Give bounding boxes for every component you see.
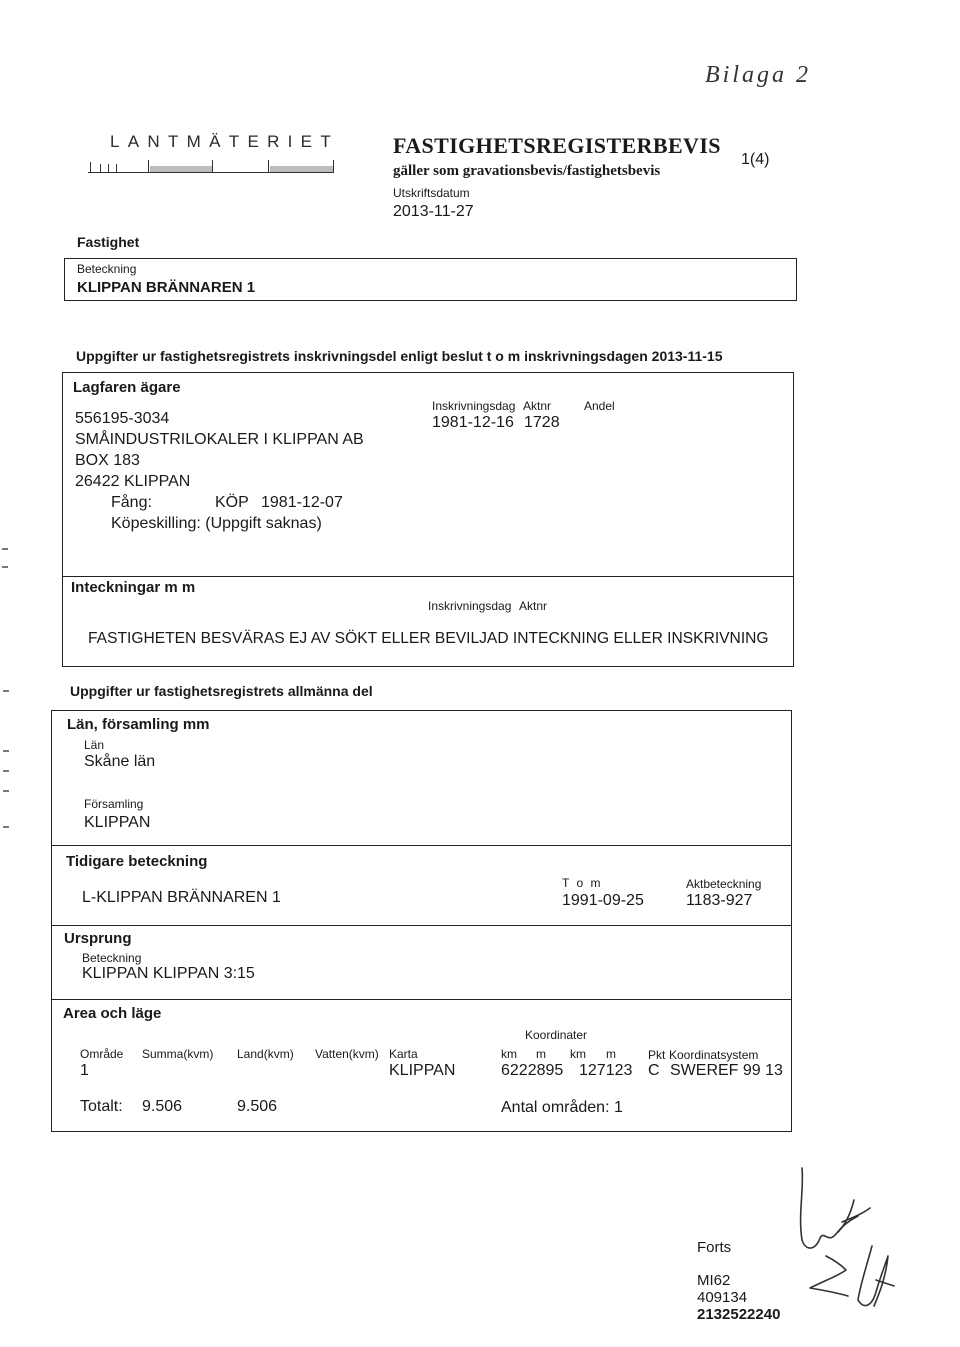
tidigare-divider bbox=[52, 845, 791, 846]
antal-omraden-label: Antal områden: bbox=[501, 1099, 610, 1116]
logo-text: LANTMÄTERIET bbox=[110, 132, 340, 151]
row-karta: KLIPPAN bbox=[389, 1062, 456, 1079]
header-pkt: Pkt bbox=[648, 1048, 666, 1062]
document-subtitle: gäller som gravationsbevis/fastighetsbevis bbox=[393, 163, 661, 179]
header-land: Land(kvm) bbox=[237, 1047, 294, 1061]
logo-shade-left bbox=[150, 166, 212, 172]
signature-initials-icon bbox=[780, 1160, 900, 1340]
ursprung-beteckning: KLIPPAN KLIPPAN 3:15 bbox=[82, 965, 255, 982]
issue-date: 2013-11-27 bbox=[393, 203, 474, 220]
inskrivning-heading: Uppgifter ur fastighetsregistrets inskrivningsdel enligt beslut t o m inskrivningsdagen 2013-11-15 bbox=[76, 348, 723, 364]
tom-label: T o m bbox=[562, 876, 603, 890]
tidigare-beteckning: L-KLIPPAN BRÄNNAREN 1 bbox=[82, 889, 281, 906]
margin-mark bbox=[3, 750, 9, 752]
header-vatten: Vatten(kvm) bbox=[315, 1047, 379, 1061]
col-inskrivningsdag: Inskrivningsdag bbox=[432, 399, 516, 413]
owner-section-label: Lagfaren ägare bbox=[73, 379, 181, 396]
row-pkt: C bbox=[648, 1062, 660, 1079]
owner-address-2: 26422 KLIPPAN bbox=[75, 473, 191, 490]
footer-code-1: MI62 bbox=[697, 1272, 731, 1289]
lan-label: Län bbox=[84, 738, 105, 752]
inskrivning-box bbox=[62, 372, 794, 667]
inteckningar-text: FASTIGHETEN BESVÄRAS EJ AV SÖKT ELLER BEVILJAD INTECKNING ELLER INSKRIVNING bbox=[88, 630, 769, 647]
inteckningar-col-inskrivningsdag: Inskrivningsdag bbox=[428, 599, 512, 613]
forts-label: Forts bbox=[697, 1239, 732, 1256]
forsamling-value: KLIPPAN bbox=[84, 814, 151, 831]
fang-label: Fång: bbox=[111, 494, 152, 511]
owner-org-number: 556195-3034 bbox=[75, 410, 170, 427]
margin-mark bbox=[2, 548, 8, 550]
col-aktnr: Aktnr bbox=[523, 399, 552, 413]
beteckning-label: Beteckning bbox=[77, 262, 137, 276]
fastighet-section-label: Fastighet bbox=[77, 234, 140, 250]
ursprung-label: Ursprung bbox=[64, 930, 132, 947]
kopeskilling: Köpeskilling: (Uppgift saknas) bbox=[111, 515, 322, 532]
header-koordinatsystem: Koordinatsystem bbox=[669, 1048, 759, 1062]
page-indicator: 1(4) bbox=[741, 151, 770, 168]
footer-code-2: 409134 bbox=[697, 1289, 748, 1306]
logo-bar-icon bbox=[88, 172, 334, 173]
ursprung-divider bbox=[52, 925, 791, 926]
fang-date: 1981-12-07 bbox=[261, 494, 343, 511]
area-label: Area och läge bbox=[63, 1005, 162, 1022]
allmanna-heading: Uppgifter ur fastighetsregistrets allmänna del bbox=[70, 683, 373, 699]
totalt-land: 9.506 bbox=[237, 1098, 278, 1115]
row-koordinatsystem: SWEREF 99 13 bbox=[670, 1062, 783, 1079]
col-andel: Andel bbox=[584, 399, 615, 413]
inteckningar-label: Inteckningar m m bbox=[71, 579, 196, 596]
row-omrade: 1 bbox=[80, 1062, 89, 1079]
area-divider bbox=[52, 999, 791, 1000]
property-designation: KLIPPAN BRÄNNAREN 1 bbox=[77, 279, 256, 296]
lan-value: Skåne län bbox=[84, 753, 156, 770]
header-karta: Karta bbox=[389, 1047, 418, 1061]
totalt-label: Totalt: bbox=[80, 1098, 123, 1115]
issue-date-label: Utskriftsdatum bbox=[393, 186, 470, 200]
inteckningar-col-aktnr: Aktnr bbox=[519, 599, 548, 613]
margin-mark bbox=[3, 826, 9, 828]
fastighet-box bbox=[64, 258, 797, 301]
owner-address-1: BOX 183 bbox=[75, 452, 140, 469]
ursprung-beteckning-label: Beteckning bbox=[82, 951, 142, 965]
owner-name: SMÅINDUSTRILOKALER I KLIPPAN AB bbox=[75, 431, 364, 448]
aktbeteckning-label: Aktbeteckning bbox=[686, 877, 762, 891]
lan-section-label: Län, församling mm bbox=[67, 716, 210, 733]
row-coord-east: 127123 bbox=[579, 1062, 633, 1079]
document-title: FASTIGHETSREGISTERBEVIS bbox=[393, 133, 721, 158]
margin-mark bbox=[3, 770, 9, 772]
owner-aktnr: 1728 bbox=[524, 414, 560, 431]
header-m-east: m bbox=[606, 1047, 616, 1061]
margin-mark bbox=[3, 690, 9, 692]
owner-inskrivningsdag: 1981-12-16 bbox=[432, 414, 514, 431]
aktbeteckning-value: 1183-927 bbox=[686, 892, 753, 909]
margin-mark bbox=[2, 566, 8, 568]
header-m-north: m bbox=[536, 1047, 546, 1061]
margin-mark bbox=[3, 790, 9, 792]
row-coord-north: 6222895 bbox=[501, 1062, 564, 1079]
tidigare-label: Tidigare beteckning bbox=[66, 853, 208, 870]
handwritten-note: Bilaga 2 bbox=[705, 62, 811, 88]
inteckningar-divider bbox=[63, 576, 793, 577]
footer-code-3: 2132522240 bbox=[697, 1306, 781, 1323]
header-omrade: Område bbox=[80, 1047, 124, 1061]
header-summa: Summa(kvm) bbox=[142, 1047, 214, 1061]
header-km-east: km bbox=[570, 1047, 586, 1061]
header-km-north: km bbox=[501, 1047, 517, 1061]
logo-shade-right bbox=[270, 166, 334, 172]
fang-type: KÖP bbox=[215, 494, 249, 511]
koordinater-label: Koordinater bbox=[525, 1028, 588, 1042]
antal-omraden-value: 1 bbox=[614, 1099, 623, 1116]
forsamling-label: Församling bbox=[84, 797, 144, 811]
totalt-summa: 9.506 bbox=[142, 1098, 183, 1115]
allmanna-box bbox=[51, 710, 792, 1132]
tom-value: 1991-09-25 bbox=[562, 892, 644, 909]
